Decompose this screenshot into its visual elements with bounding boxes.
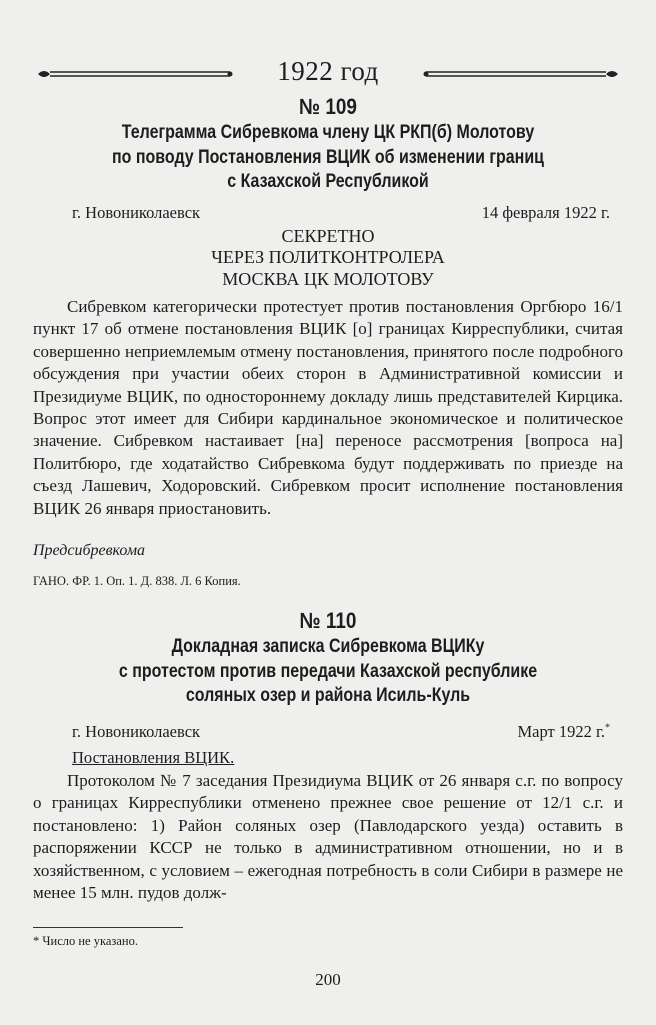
ornament-right-icon (422, 68, 622, 80)
footnote-divider (33, 927, 183, 928)
doc2-date-text: Март 1922 г. (517, 722, 605, 741)
doc2-title-line: с протестом против передачи Казахской республике (118, 659, 538, 682)
doc1-title-line: с Казахской Республикой (227, 170, 429, 192)
doc1-archive-reference: ГАНО. ФР. 1. Оп. 1. Д. 838. Л. 6 Копия. (33, 574, 241, 588)
doc1-address-line: ЧЕРЕЗ ПОЛИТКОНТРОЛЕРА (211, 247, 445, 267)
doc2-title (92, 634, 564, 708)
year-header (30, 56, 626, 90)
doc1-secret-stamp: СЕКРЕТНО (281, 226, 375, 246)
doc1-address-line: МОСКВА ЦК МОЛОТОВУ (222, 269, 434, 289)
doc1-body-paragraph: Сибревком категорически протестует против постановления Оргбюро 16/1 пункт 17 об отмене постановления ВЦИК [о] границах Кирреспублики, считая совершенно неприемлемым отмену постановления, принятого после подробного обсуждения при участии обеих сторон в Административной комиссии и Президиуме ВЦИК, по одностороннему докладу лишь представителей Кирцика. Вопрос этот имеет для Сибири кардинальное экономическое и политическое значение. Сибревком настаивает [на] переносе рассмотрения [вопроса на] Политбюро, где ходатайство Сибревкома будут поддерживать по приезде на съезд Лашевич, Ходоровский. Сибревком просит исполнение постановления ВЦИК 26 января приостановить. (33, 297, 623, 518)
doc2-footnote-marker: * (605, 722, 610, 734)
doc1-title-line: Телеграмма Сибревкома члену ЦК РКП(б) Молотову (121, 121, 535, 143)
doc2-title-line: Докладная записка Сибревкома ВЦИКу (171, 635, 485, 657)
doc1-title-line: по поводу Постановления ВЦИК об изменении границ (111, 145, 545, 168)
doc2-place: г. Новониколаевск (72, 722, 201, 741)
doc1-place: г. Новониколаевск (72, 203, 201, 222)
footnote: * Число не указано. (33, 934, 138, 948)
doc2-body (33, 770, 623, 904)
doc2-date (517, 722, 610, 742)
doc2-subheading: Постановления ВЦИК. (72, 748, 235, 767)
doc1-signature: Предсибревкома (33, 542, 146, 559)
doc2-number: № 110 (299, 608, 357, 633)
doc2-body-paragraph: Протоколом № 7 заседания Президиума ВЦИК от 26 января с.г. по вопросу о границах Кирреспублики отменено прежнее свое решение от 12/1 с.г. и постановлено: 1) Район соляных озер (Павлодарского уезда) оставить в распоряжении КССР не только в административном отношении, но и в хозяйственном, с условием – ежегодная потребность в соли Сибири в размере не менее 15 млн. пудов долж- (33, 771, 623, 903)
doc1-number: № 109 (299, 94, 357, 119)
year-heading: 1922 год (277, 56, 379, 86)
doc1-title (92, 120, 564, 194)
doc1-date: 14 февраля 1922 г. (481, 203, 610, 222)
page-number: 200 (315, 970, 341, 989)
doc2-title-line: соляных озер и района Исиль-Куль (185, 684, 471, 706)
doc1-body (33, 296, 623, 520)
